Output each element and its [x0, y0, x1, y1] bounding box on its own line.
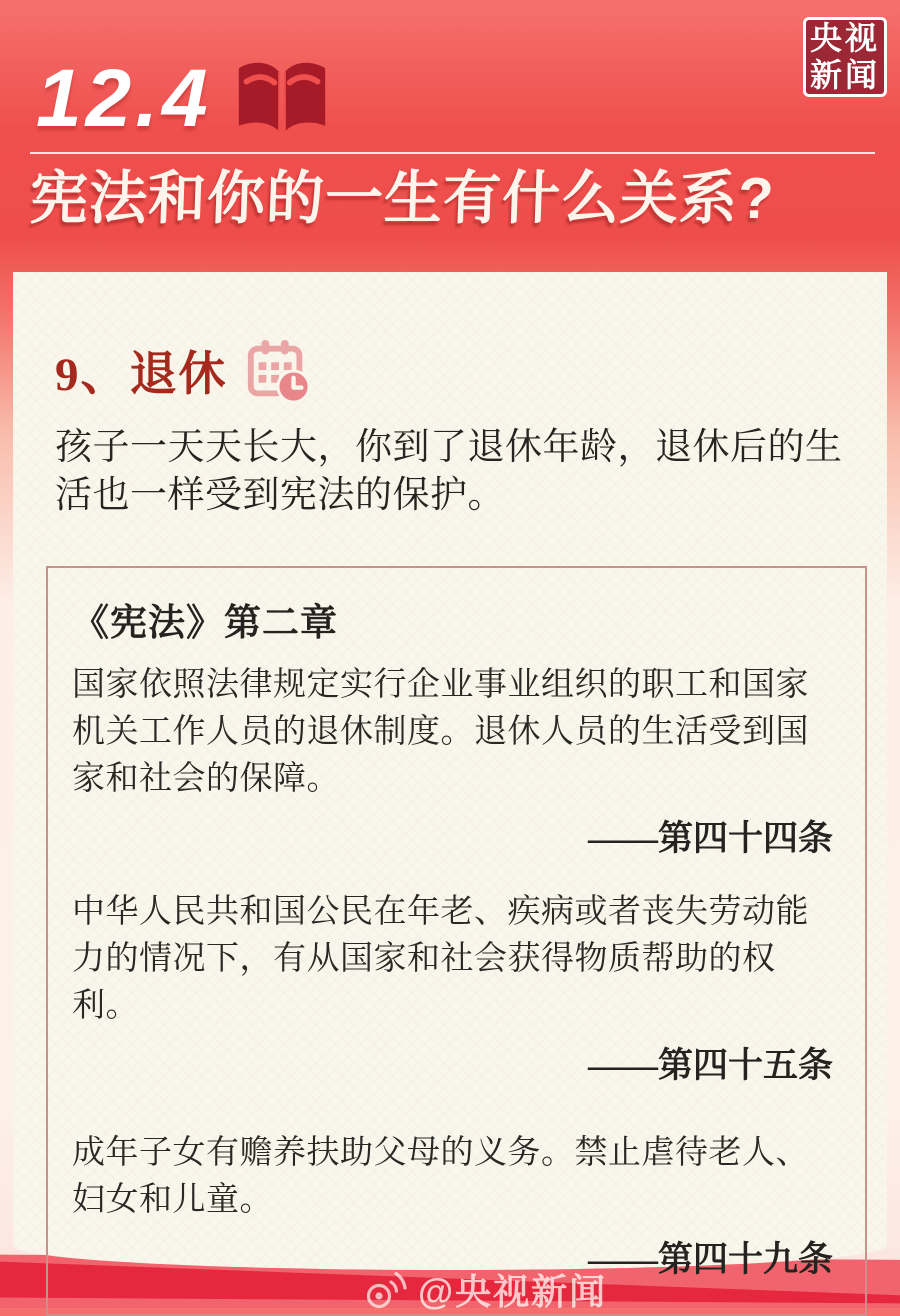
date-label: 12.4: [36, 53, 212, 144]
date-row: [36, 53, 330, 144]
badge-line1: 央视: [809, 20, 880, 56]
page-title: 宪法和你的一生有什么关系?: [28, 166, 776, 231]
section-heading-label: 9、退休: [55, 348, 228, 401]
cctv-news-logo-badge: [803, 17, 887, 97]
section-intro-text: 孩子一天天长大，你到了退休年龄，退休后的生活也一样受到宪法的保护。: [55, 427, 843, 516]
article-45-citation: ——第四十五条: [587, 1046, 833, 1085]
watermark-text: @央视新闻: [418, 1271, 608, 1312]
open-book-icon: [234, 56, 330, 138]
article-44-citation: ——第四十四条: [587, 819, 833, 858]
article-49-text: 成年子女有赡养扶助父母的义务。禁止虐待老人、妇女和儿童。: [72, 1135, 809, 1218]
header-divider-line: [30, 152, 875, 154]
article-45-text: 中华人民共和国公民在年老、疾病或者丧失劳动能力的情况下，有从国家和社会获得物质帮助的权利。: [72, 894, 809, 1024]
badge-line2: 新闻: [809, 57, 880, 93]
header-banner: [0, 0, 900, 272]
section-heading: [55, 334, 847, 406]
content-panel: [13, 272, 887, 1279]
weibo-watermark: [362, 1264, 607, 1315]
calendar-clock-icon: [244, 338, 312, 406]
law-box-title: 《宪法》第二章: [72, 603, 338, 644]
article-49-citation: ——第四十九条: [587, 1240, 833, 1279]
constitution-quote-box: [46, 566, 867, 1316]
weibo-icon: [362, 1270, 408, 1310]
article-44-text: 国家依照法律规定实行企业事业组织的职工和国家机关工作人员的退休制度。退休人员的生活受到国家和社会的保障。: [72, 667, 809, 797]
